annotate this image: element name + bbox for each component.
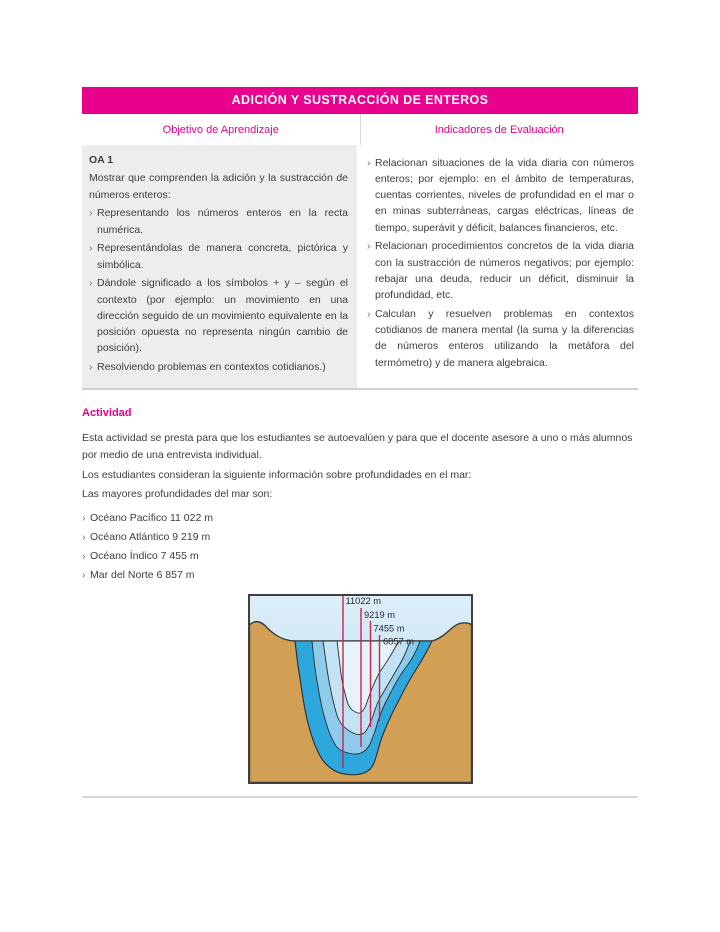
indicator-bullet: › Relacionan situaciones de la vida diaria con números enteros; por ejemplo: en el ámbito de temperaturas, cuentas corrientes, niveles de profundidad en el mar o en minas subterráneas, cargas eléctricas, líneas de tiempo, superávit y déficit, balances financieros, etc. [367,155,634,236]
objective-bullet-list [89,205,348,375]
indicators-cell [360,145,638,388]
figure-container [82,594,638,789]
table-header-row [82,114,638,145]
depth-list-item: › Océano Pacífico 11 022 m [82,511,638,525]
depth-label-6857: 6857 m [382,636,414,647]
column-header-objective: Objetivo de Aprendizaje [162,124,279,136]
indicator-bullet: › Calculan y resuelven problemas en contextos cotidianos de manera mental (la suma y la diferencias de números enteros utilizando la metáfora del termómetro) y de manera algebraica. [367,306,634,371]
objective-bullet: › Representando los números enteros en la recta numérica. [89,205,348,238]
depth-list [82,511,638,582]
activity-section [82,407,638,798]
indicator-bullet: › Relacionan procedimientos concretos de la vida diaria con la sustracción de números negativos; por ejemplo: rebajar una deuda, reducir un déficit, disminuir la profundidad, etc. [367,238,634,303]
objective-bullet: › Resolviendo problemas en contextos cotidianos.) [89,359,348,375]
objective-bullet: › Dándole significado a los símbolos + y – según el contexto (por ejemplo: un movimiento en una dirección seguido de un movimiento equivalente en la posición opuesta no representa ningún cambio de posición). [89,275,348,356]
depth-label-9219: 9219 m [363,610,395,621]
ocean-depth-figure [248,594,473,784]
indicators-bullet-list [367,155,634,371]
document-page [82,87,638,798]
oa-code: OA 1 [89,154,114,166]
objective-intro: Mostrar que comprenden la adición y la sustracción de números enteros: [89,172,348,201]
bottom-rule [82,796,638,798]
depth-label-7455: 7455 m [373,623,405,634]
activity-heading: Actividad [82,406,132,419]
table-body [82,145,638,390]
activity-paragraph: Las mayores profundidades del mar son: [82,488,273,501]
activity-paragraph: Esta actividad se presta para que los estudiantes se autoevalúen y para que el docente asesore a uno o más alumnos por medio de una entrevista individual. [82,431,633,461]
depth-list-item: › Océano Índico 7 455 m [82,549,638,563]
column-header-indicators: Indicadores de Evaluación [360,114,639,145]
depth-list-item: › Océano Atlántico 9 219 m [82,530,638,544]
objective-cell [82,145,357,388]
objective-bullet: › Representándolas de manera concreta, pictórica y simbólica. [89,240,348,273]
title-banner: ADICIÓN Y SUSTRACCIÓN DE ENTEROS [82,87,638,114]
depth-list-item: › Mar del Norte 6 857 m [82,568,638,582]
depth-label-11022: 11022 m [345,596,381,607]
activity-paragraph: Los estudiantes consideran la siguiente información sobre profundidades en el mar: [82,468,472,481]
